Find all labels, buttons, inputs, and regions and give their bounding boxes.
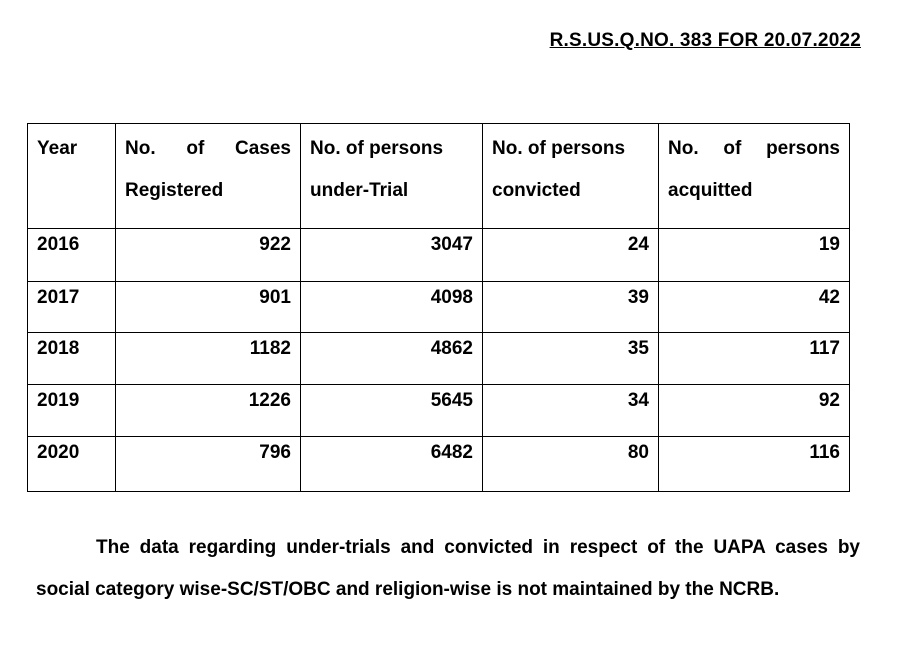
cell-cases-registered: 901 [116,282,301,333]
note-text: The data regarding under-trials and convicted in respect of the UAPA cases by social category wise-SC/ST/OBC and religion-wise is not maintained by the NCRB. [36,537,860,600]
cell-persons-under-trial: 4862 [301,333,483,385]
table-row [28,333,850,385]
cell-persons-under-trial: 5645 [301,385,483,437]
cell-persons-under-trial: 6482 [301,437,483,492]
header-persons-convicted: No. of persons convicted [483,124,659,229]
cell-year: 2019 [28,385,116,437]
cell-year: 2016 [28,229,116,282]
cell-cases-registered: 1182 [116,333,301,385]
uapa-cases-table [27,123,850,492]
cell-persons-convicted: 34 [483,385,659,437]
cell-year: 2017 [28,282,116,333]
cell-cases-registered: 922 [116,229,301,282]
table-row [28,282,850,333]
table-row [28,229,850,282]
cell-cases-registered: 1226 [116,385,301,437]
cell-persons-under-trial: 3047 [301,229,483,282]
cell-persons-acquitted: 42 [659,282,850,333]
cell-persons-acquitted: 117 [659,333,850,385]
cell-cases-registered: 796 [116,437,301,492]
cell-persons-acquitted: 19 [659,229,850,282]
table-row [28,385,850,437]
header-year: Year [28,124,116,229]
cell-persons-convicted: 39 [483,282,659,333]
cell-persons-acquitted: 92 [659,385,850,437]
reference-number: R.S.US.Q.NO. 383 FOR 20.07.2022 [549,30,861,51]
cell-persons-under-trial: 4098 [301,282,483,333]
cell-persons-convicted: 80 [483,437,659,492]
table-header-row [28,124,850,229]
cell-year: 2018 [28,333,116,385]
header-persons-under-trial: No. of persons under-Trial [301,124,483,229]
cell-persons-convicted: 35 [483,333,659,385]
note-paragraph [36,527,860,611]
table-row [28,437,850,492]
cell-persons-acquitted: 116 [659,437,850,492]
header-cases-registered: No. of Cases Registered [116,124,301,229]
cell-year: 2020 [28,437,116,492]
cell-persons-convicted: 24 [483,229,659,282]
header-persons-acquitted: No. of persons acquitted [659,124,850,229]
